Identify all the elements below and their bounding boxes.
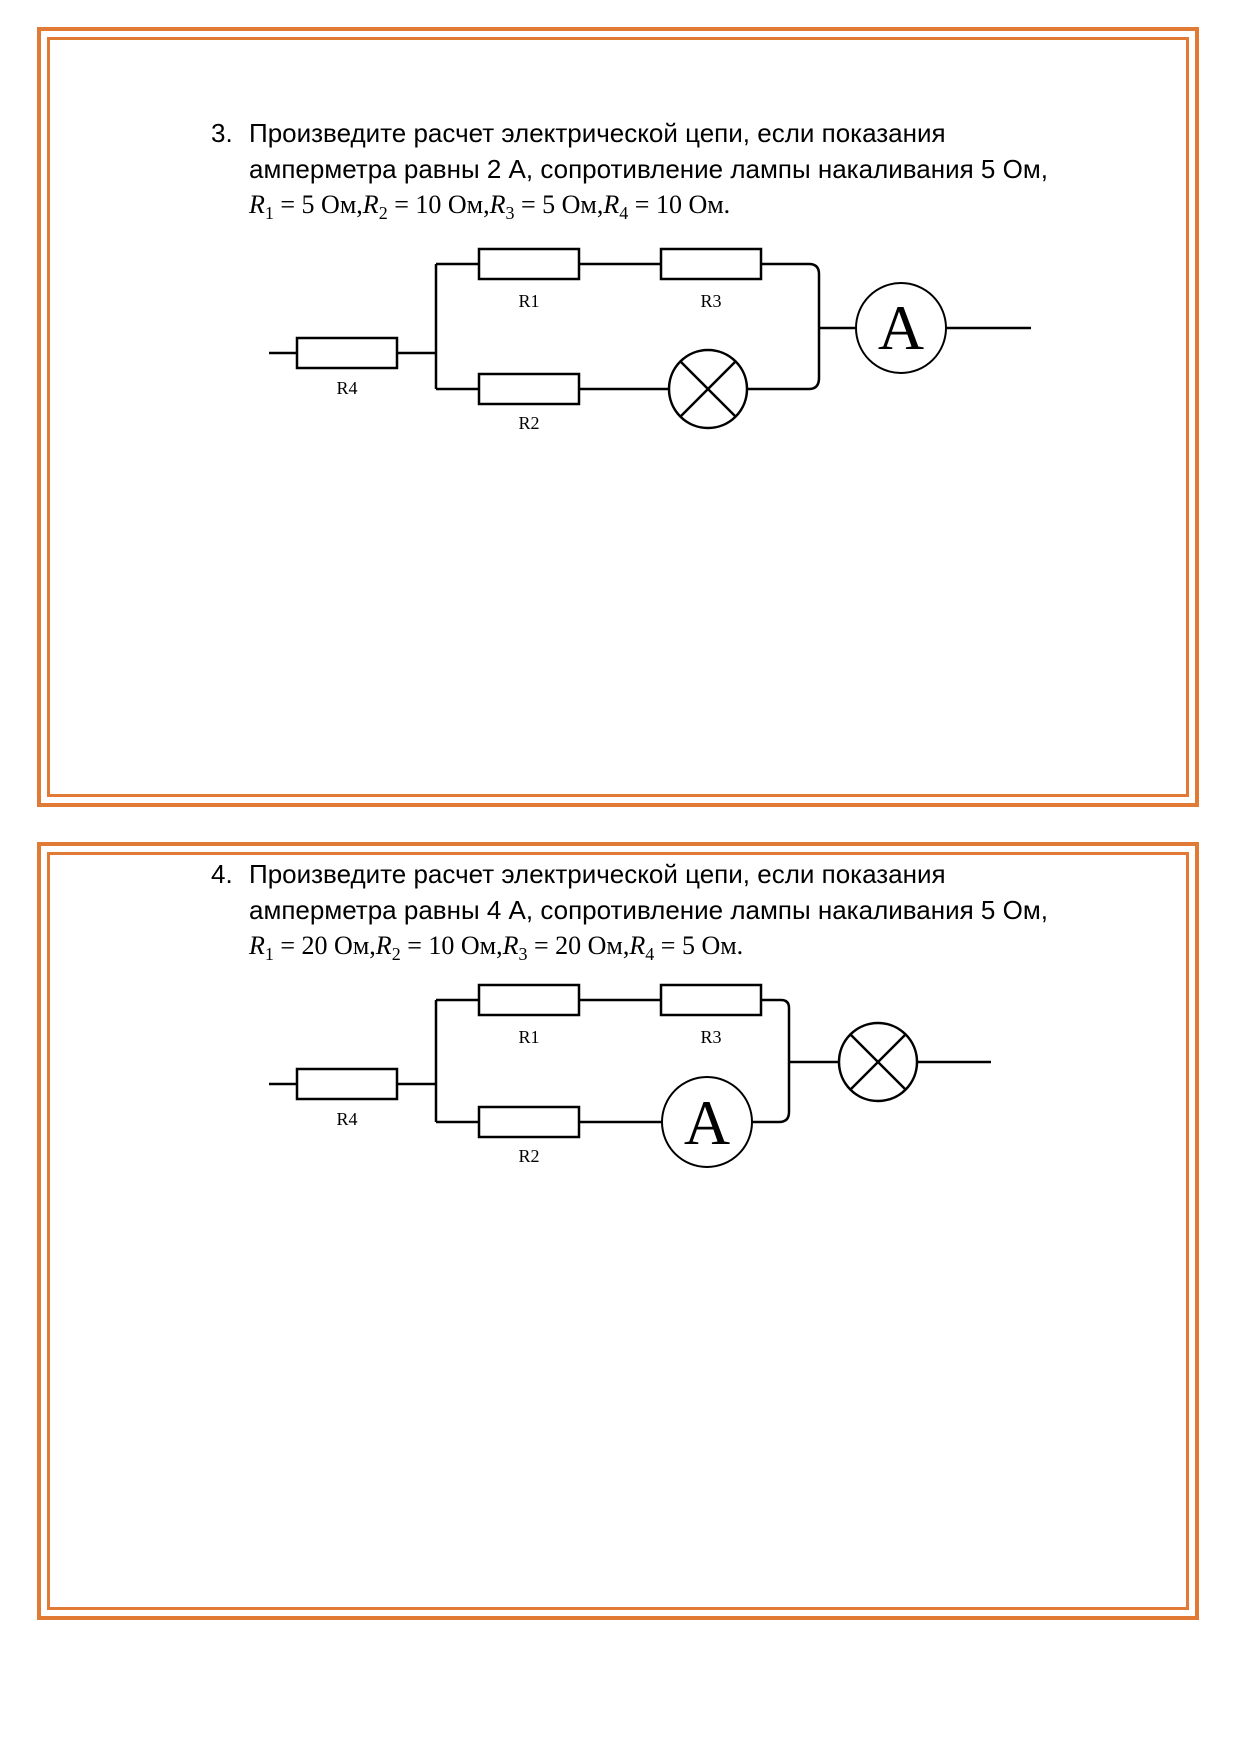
task-line-2: амперметра равны 2 А, сопротивление лампы накаливания 5 Ом,	[249, 154, 1048, 184]
ammeter-label: A	[683, 1087, 731, 1158]
resistor-r3	[661, 985, 761, 1015]
task-number: 4.	[211, 859, 233, 889]
task-line-1: Произведите расчет электрической цепи, если показания	[249, 118, 946, 148]
resistor-r1	[479, 985, 579, 1015]
label-r1: R1	[518, 1027, 540, 1047]
resistor-r4	[297, 338, 397, 368]
task-line-1: Произведите расчет электрической цепи, если показания	[249, 859, 946, 889]
resistor-r4	[297, 1069, 397, 1099]
task-number: 3.	[211, 118, 233, 148]
resistor-r1	[479, 249, 579, 279]
wire	[779, 1000, 789, 1122]
wire	[809, 264, 819, 389]
task-card-4	[37, 842, 1199, 1620]
label-r2: R2	[518, 1146, 540, 1166]
label-r4: R4	[336, 1109, 358, 1129]
resistor-r3	[661, 249, 761, 279]
label-r4: R4	[336, 378, 358, 398]
circuit-diagram-4	[41, 846, 1195, 1346]
resistor-r2	[479, 374, 579, 404]
label-r1: R1	[518, 291, 540, 311]
task-line-2: амперметра равны 4 А, сопротивление лампы накаливания 5 Ом,	[249, 895, 1048, 925]
label-r3: R3	[700, 1027, 722, 1047]
task-card-3	[37, 27, 1199, 807]
ammeter-label: A	[877, 292, 925, 363]
circuit-diagram-3	[41, 31, 1195, 531]
resistance-formula: $R_1 = 20$ $Ом,R_2 = 10$ $Ом,R_3 = 20$ $Ом,R_4 = 5$ Ом.	[249, 931, 744, 965]
resistor-r2	[479, 1107, 579, 1137]
label-r3: R3	[700, 291, 722, 311]
label-r2: R2	[518, 413, 540, 433]
resistance-formula: $R_1 = 5$ $Ом,R_2 = 10$ $Ом,R_3 = 5$ $Ом,R_4 = 10$ Ом.	[249, 190, 731, 224]
